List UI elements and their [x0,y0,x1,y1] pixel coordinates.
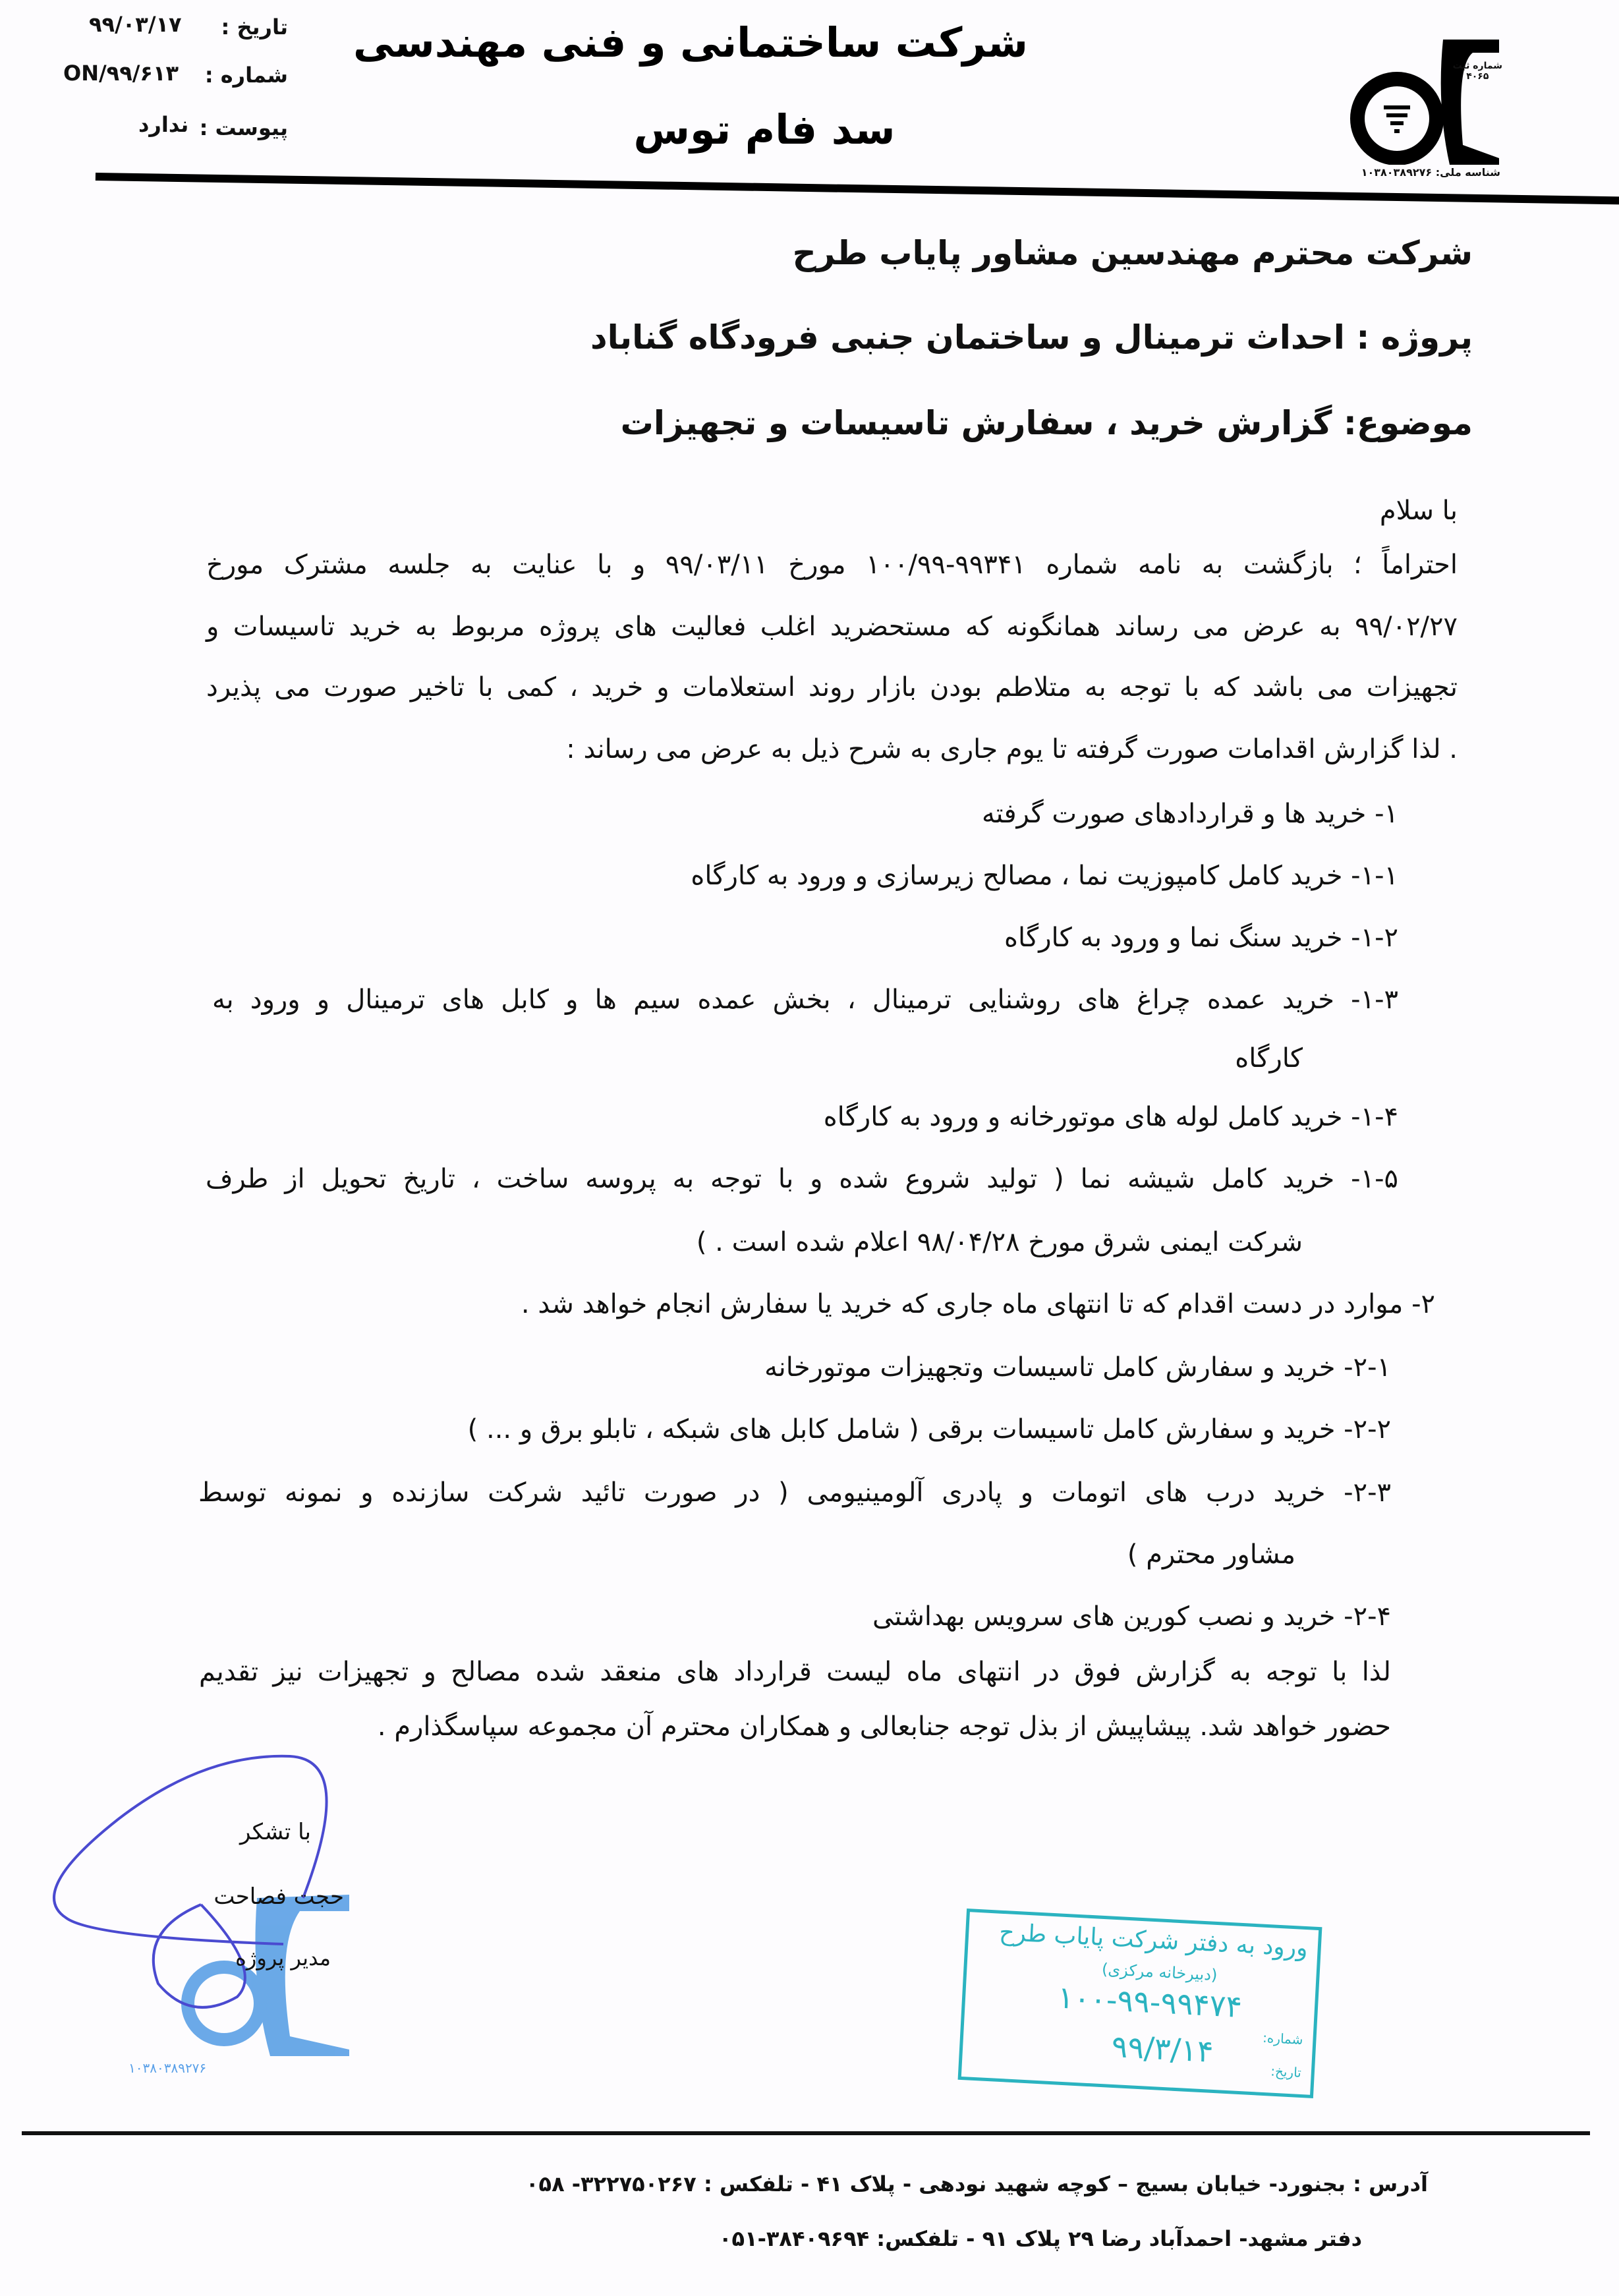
list-item-continuation: شرکت ایمنی شرق مورخ ۹۸/۰۴/۲۸ اعلام شده است . ) [696,1227,1303,1257]
list-item: ۲-۴- خرید و نصب کورین های سرویس بهداشتی [872,1601,1391,1632]
stamp-date-label: تاریخ: [1270,2063,1302,2081]
list-item: ۲-۱- خرید و سفارش کامل تاسیسات وتجهیزات موتورخانه [764,1352,1391,1383]
date-label: تاریخ : [221,14,288,40]
company-logo [1344,26,1509,165]
closing-line: لذا با توجه به گزارش فوق در انتهای ماه لیست قرارداد های منعقد شده مصالح و تجهیزات نیز تقدیم [199,1657,1391,1687]
received-stamp [958,1909,1322,2098]
body-line: . لذا گزارش اقدامات صورت گرفته تا یوم جاری به شرح ذیل به عرض می رساند : [566,734,1458,764]
footer-address: آدرس : بجنورد- خیابان بسیج – کوچه شهید نودهی - پلاک ۴۱ - تلفکس : ۳۲۲۷۵۰۲۶۷- ۰۵۸ [526,2171,1428,2196]
stamp-date-value: ۹۹/۳/۱۴ [1110,2028,1214,2069]
sign-off: با تشکر [240,1819,311,1845]
company-name-line2: سد فام توس [633,105,895,154]
company-name-line1: شرکت ساختمانی و فنی مهندسی [353,18,1028,67]
subject-line: موضوع: گزارش خرید ، سفارش تاسیسات و تجهیزات [620,404,1473,442]
addressee: شرکت محترم مهندسین مشاور پایاب طرح [792,234,1473,272]
body-line: تجهیزات می باشد که با توجه به متلاطم بودن بازار روند استعلامات و خرید ، کمی با تاخیر صورت می پذیرد [206,672,1458,703]
list-item: ۱-۱- خرید کامل کامپوزیت نما ، مصالح زیرسازی و ورود به کارگاه [691,861,1398,891]
national-id: شناسه ملی: ۱۰۳۸۰۳۸۹۲۷۶ [1361,166,1500,179]
list-item: ۱-۳- خرید عمده چراغ های روشنایی ترمینال ، بخش عمده سیم ها و کابل های ترمینال و ورود به [212,985,1398,1015]
stamp-number-value: ۱۰۰-۹۹-۹۹۴۷۴ [1056,1979,1243,2025]
stamp-title: ورود به دفتر شرکت پایاب طرح [998,1918,1309,1963]
number-label: شماره : [204,63,288,88]
greeting: با سلام [1379,496,1458,526]
company-seal-and-signature [40,1746,382,2102]
number-value: ON/۹۹/۶۱۳ [63,61,179,86]
closing-line: حضور خواهد شد. پیشاپیش از بذل توجه جنابعالی و همکاران محترم آن مجموعه سپاسگذارم . [377,1711,1391,1742]
list-item: ۱-۲- خرید سنگ نما و ورود به کارگاه [1004,923,1398,953]
list-item: ۲-۳- خرید درب های اتومات و پادری آلومینیومی ( در صورت تائید شرکت سازنده و نمونه توسط [198,1478,1391,1508]
body-line: ۹۹/۰۲/۲۷ به عرض می رساند همانگونه که مستحضرید اغلب فعالیت های پروژه مربوط به خرید تاسیسات و [206,612,1458,642]
date-value: ۹۹/۰۳/۱۷ [89,12,182,37]
signer-name: حجت فصاحت [213,1883,344,1910]
logo-registration: شماره ثبت ۴۰۶۵ [1452,61,1502,82]
list-item-continuation: مشاور محترم ) [1127,1539,1295,1570]
list-item: ۱-۵- خرید کامل شیشه نما ( تولید شروع شده و با توجه به پروسه ساخت ، تاریخ تحویل از طرف [206,1164,1398,1194]
footer-office: دفتر مشهد- احمدآباد رضا ۲۹ پلاک ۹۱ - تلفکس: ۳۸۴۰۹۶۹۴-۰۵۱ [719,2226,1362,2251]
project-line: پروژه : احداث ترمینال و ساختمان جنبی فرودگاه گناباد [590,318,1473,357]
logo-icon [1344,26,1509,165]
body-line: احتراماً ؛ بازگشت به نامه شماره ۹۹۳۴۱-۱۰۰/۹۹ مورخ ۹۹/۰۳/۱۱ و با عنایت به جلسه مشترک مورخ [206,550,1458,580]
attachment-value: ندارد [138,112,189,137]
footer-divider [22,2131,1590,2135]
stamp-number-label: شماره: [1262,2029,1304,2048]
section2-heading: ۲- موارد در دست اقدام که تا انتهای ماه جاری که خرید یا سفارش انجام خواهد شد . [521,1289,1435,1319]
signer-title: مدیر پروژه [235,1945,331,1970]
svg-text:۱۰۳۸۰۳۸۹۲۷۶: ۱۰۳۸۰۳۸۹۲۷۶ [128,2060,207,2076]
attachment-label: پیوست : [199,115,288,140]
list-item: ۱-۴- خرید کامل لوله های موتورخانه و ورود به کارگاه [823,1102,1398,1132]
stamp-subtitle: (دبیرخانه مرکزی) [1101,1959,1218,1985]
list-item: ۲-۲- خرید و سفارش کامل تاسیسات برقی ( شامل کابل های شبکه ، تابلو برق و ... ) [467,1414,1391,1445]
section1-heading: ۱- خرید ها و قراردادهای صورت گرفته [981,799,1398,829]
list-item-continuation: کارگاه [1235,1043,1303,1074]
